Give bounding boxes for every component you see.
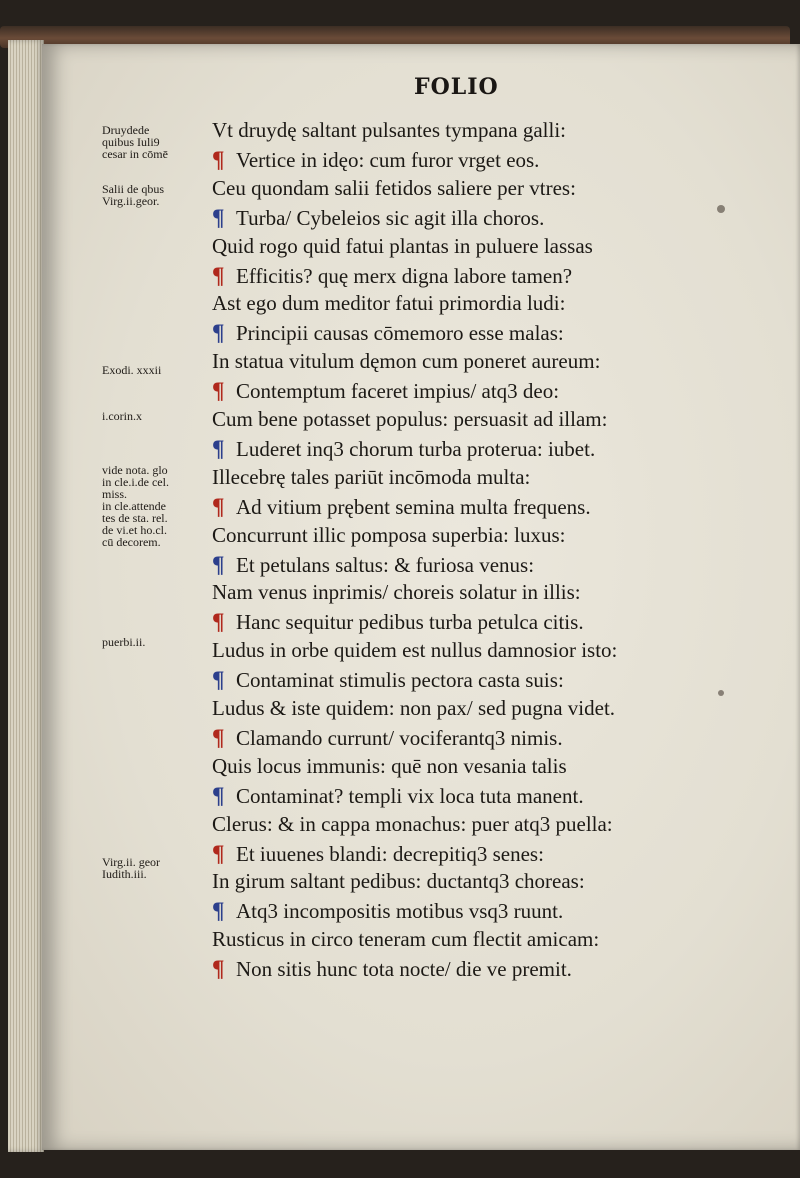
margin-note: Salii de qbus Virg.ii.geor. <box>102 182 164 208</box>
paragraph-mark: ¶ <box>212 956 225 982</box>
verse-line <box>212 783 584 813</box>
verse-line <box>212 898 563 928</box>
verse-text: Contaminat stimulis pectora casta suis: <box>236 668 564 693</box>
verse-text: In statua vitulum dęmon cum poneret aureum: <box>212 349 601 374</box>
verse-text: Turba/ Cybeleios sic agit illa choros. <box>236 205 545 230</box>
paragraph-mark: ¶ <box>212 724 225 750</box>
paragraph-mark: ¶ <box>212 378 225 404</box>
paragraph-mark: ¶ <box>212 898 225 924</box>
paragraph-mark: ¶ <box>212 609 225 635</box>
verse-text: Contemptum faceret impius/ atq3 deo: <box>236 379 560 404</box>
paragraph-mark: ¶ <box>212 204 225 230</box>
verse-line <box>212 320 564 350</box>
margin-note: Druydede quibus Iuli9 cesar in cōmē <box>102 123 168 161</box>
paragraph-mark: ¶ <box>212 493 225 519</box>
verse-text: Ceu quondam salii fetidos saliere per vtres: <box>212 175 576 200</box>
verse-text: Atq3 incompositis motibus vsq3 ruunt. <box>236 899 564 924</box>
folio-heading: FOLIO <box>414 74 499 100</box>
verse-line <box>212 638 617 668</box>
paragraph-mark: ¶ <box>212 435 225 461</box>
verse-text: In girum saltant pedibus: ductantq3 choreas: <box>212 869 585 894</box>
verse-text: Nam venus inprimis/ choreis solatur in illis: <box>212 580 581 605</box>
verse-line <box>212 609 584 639</box>
verse-line <box>212 956 572 986</box>
verse-line <box>212 465 530 495</box>
verse-text: Clamando currunt/ vociferantq3 nimis. <box>236 725 563 750</box>
ink-blot <box>717 205 725 213</box>
paragraph-mark: ¶ <box>212 551 225 577</box>
paragraph-mark: ¶ <box>212 667 225 693</box>
verse-line <box>212 869 585 899</box>
verse-text: Ludus in orbe quidem est nullus damnosior isto: <box>212 638 618 663</box>
verse-text: Non sitis hunc tota nocte/ die ve premit. <box>236 957 572 982</box>
paragraph-mark: ¶ <box>212 840 225 866</box>
verse-text: Rusticus in circo teneram cum flectit amicam: <box>212 927 600 952</box>
verse-line <box>212 696 615 726</box>
verse-line <box>212 927 599 957</box>
verse-text: Contaminat? templi vix loca tuta manent. <box>236 783 584 808</box>
page-edges <box>8 40 44 1152</box>
verse-line <box>212 147 539 177</box>
paragraph-mark: ¶ <box>212 782 225 808</box>
verse-line <box>212 378 559 408</box>
verse-text: Illecebrę tales pariūt incōmoda multa: <box>212 464 531 489</box>
verse-line <box>212 667 564 697</box>
ink-blot <box>718 690 724 696</box>
verse-line <box>212 580 581 610</box>
verse-line <box>212 841 544 871</box>
verse-line <box>212 234 593 264</box>
verse-line <box>212 205 544 235</box>
verse-text: Concurrunt illic pomposa superbia: luxus: <box>212 522 566 547</box>
verse-line <box>212 176 576 206</box>
margin-note: Exodi. xxxii <box>102 363 162 377</box>
margin-notes <box>102 0 214 1000</box>
margin-note: vide nota. glo in cle.i.de cel. miss. in cle.attende tes de sta. rel. de vi.et ho.cl. cū decorem. <box>102 463 169 549</box>
verse-line <box>212 407 607 437</box>
verse-line <box>212 436 595 466</box>
margin-note: Virg.ii. geor Iudith.iii. <box>102 855 161 881</box>
verse-line <box>212 725 563 755</box>
verse-block <box>212 118 772 982</box>
verse-line <box>212 263 572 293</box>
verse-text: Vt druydę saltant pulsantes tympana galli: <box>212 118 567 142</box>
verse-text: Vertice in idęo: cum furor vrget eos. <box>236 147 540 172</box>
verse-text: Luderet inq3 chorum turba proterua: iubet. <box>236 436 596 461</box>
verse-text: Et iuuenes blandi: decrepitiq3 senes: <box>236 841 544 866</box>
verse-line <box>212 349 600 379</box>
margin-note: i.corin.x <box>102 409 142 423</box>
verse-text: Quid rogo quid fatui plantas in puluere lassas <box>212 233 593 258</box>
verse-line <box>212 754 567 784</box>
margin-note: puerbi.ii. <box>102 635 146 649</box>
verse-text: Principii causas cōmemoro esse malas: <box>236 321 564 346</box>
verse-text: Ast ego dum meditor fatui primordia ludi: <box>212 291 566 316</box>
verse-text: Efficitis? quę merx digna labore tamen? <box>236 263 573 288</box>
paragraph-mark: ¶ <box>212 262 225 288</box>
verse-text: Et petulans saltus: & furiosa venus: <box>236 552 535 577</box>
verse-text: Ad vitium prębent semina multa frequens. <box>236 494 591 519</box>
verse-line <box>212 552 534 582</box>
verse-line <box>212 812 613 842</box>
verse-text: Cum bene potasset populus: persuasit ad illam: <box>212 407 608 431</box>
verse-line <box>212 523 565 553</box>
verse-text: Ludus & iste quidem: non pax/ sed pugna videt. <box>212 696 616 720</box>
verse-line <box>212 118 566 148</box>
paragraph-mark: ¶ <box>212 146 225 172</box>
verse-text: Hanc sequitur pedibus turba petulca citis. <box>236 610 584 635</box>
verse-text: Clerus: & in cappa monachus: puer atq3 puella: <box>212 811 613 836</box>
verse-line <box>212 291 565 321</box>
verse-line <box>212 494 591 524</box>
paragraph-mark: ¶ <box>212 320 225 346</box>
verse-text: Quis locus immunis: quē non vesania talis <box>212 753 567 778</box>
